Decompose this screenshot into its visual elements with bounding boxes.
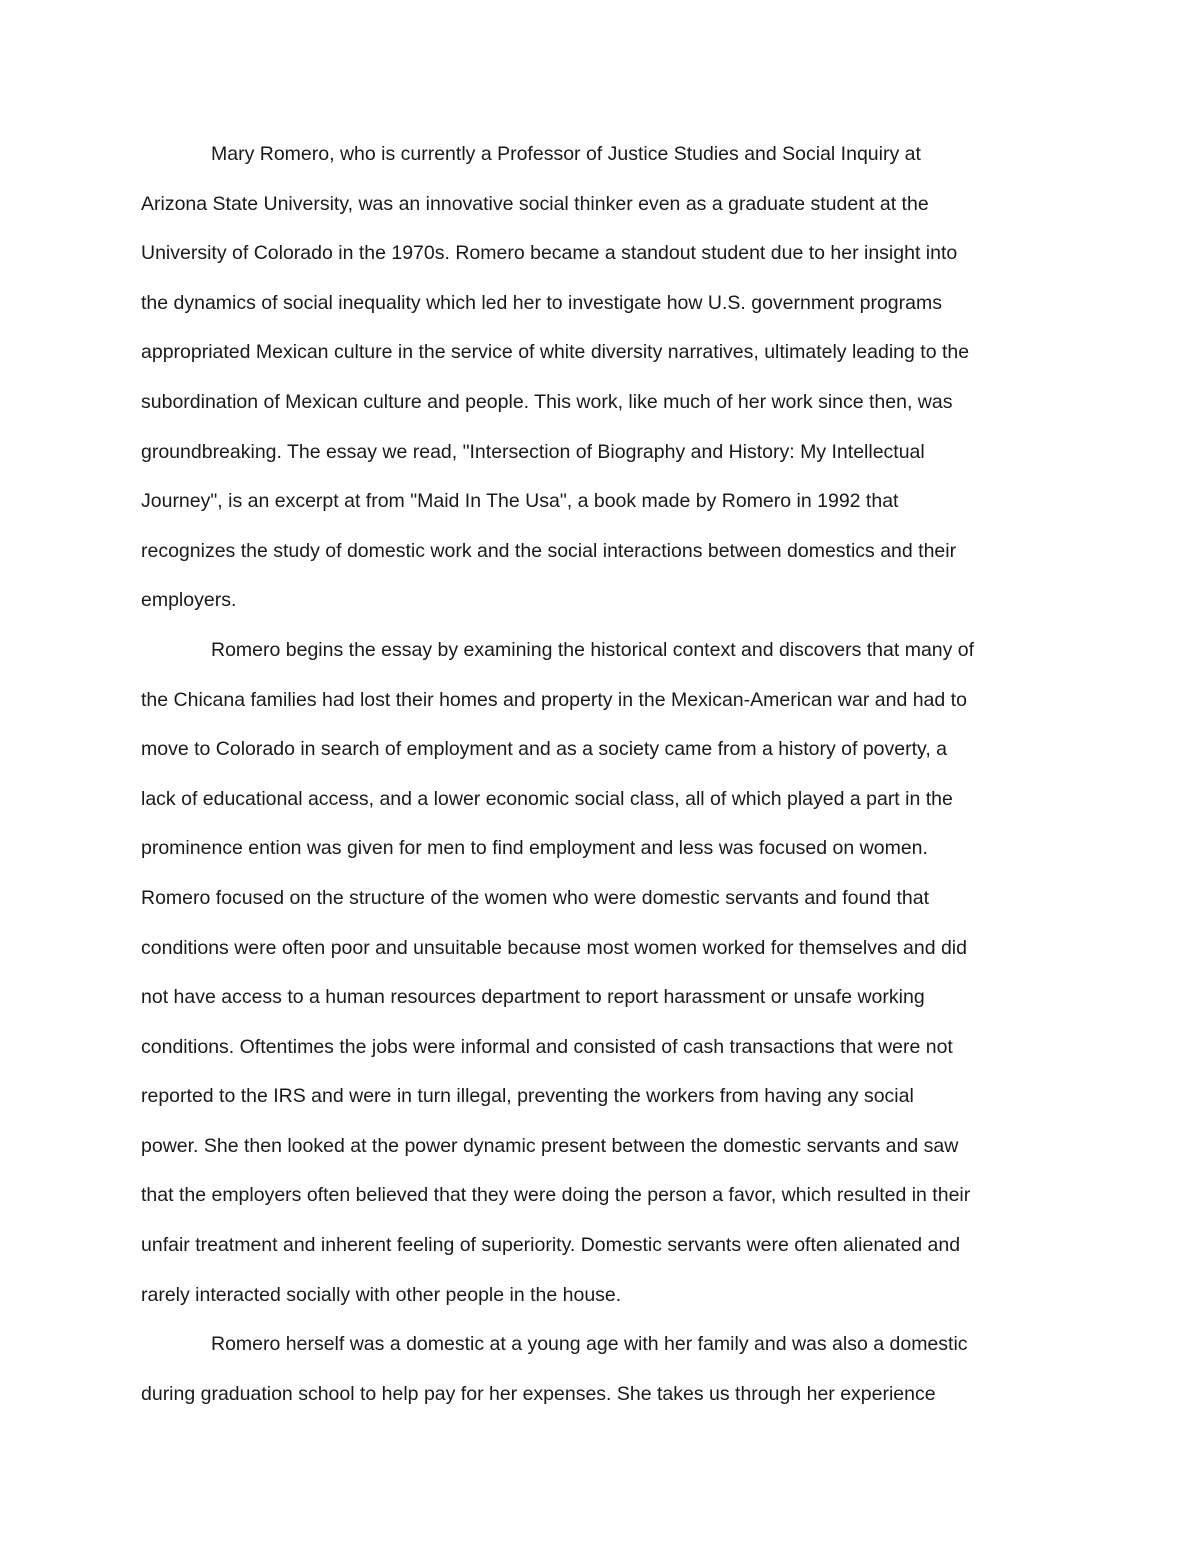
text-line: Romero herself was a domestic at a young age with her family and was also a domestic — [211, 1333, 968, 1356]
text-line: conditions. Oftentimes the jobs were informal and consisted of cash transactions that were not — [141, 1035, 953, 1058]
text-line: Romero begins the essay by examining the historical context and discovers that many of — [211, 638, 975, 661]
paragraph-3 — [141, 1320, 1059, 1419]
text-line: the dynamics of social inequality which led her to investigate how U.S. government programs — [141, 291, 942, 314]
text-line: during graduation school to help pay for her expenses. She takes us through her experience — [141, 1382, 936, 1405]
text-line: not have access to a human resources department to report harassment or unsafe working — [141, 986, 925, 1009]
paragraph-1 — [141, 130, 1059, 626]
text-line: University of Colorado in the 1970s. Romero became a standout student due to her insight into — [141, 242, 958, 265]
text-line: recognizes the study of domestic work and the social interactions between domestics and their — [141, 539, 957, 562]
text-line: power. She then looked at the power dynamic present between the domestic servants and saw — [141, 1134, 959, 1157]
text-line: Mary Romero, who is currently a Professor of Justice Studies and Social Inquiry at — [211, 143, 921, 165]
text-line: the Chicana families had lost their homes and property in the Mexican-American war and had to — [141, 688, 967, 711]
text-line: appropriated Mexican culture in the service of white diversity narratives, ultimately leading to the — [141, 341, 970, 364]
text-line: conditions were often poor and unsuitable because most women worked for themselves and did — [141, 936, 967, 959]
essay-body — [141, 130, 1059, 1419]
text-line: rarely interacted socially with other people in the house. — [141, 1283, 622, 1306]
text-line: move to Colorado in search of employment and as a society came from a history of poverty, a — [141, 738, 948, 761]
text-line: lack of educational access, and a lower economic social class, all of which played a part in the — [141, 787, 953, 810]
text-line: Romero focused on the structure of the women who were domestic servants and found that — [141, 886, 930, 909]
text-line: reported to the IRS and were in turn illegal, preventing the workers from having any social — [141, 1085, 914, 1108]
text-line: subordination of Mexican culture and people. This work, like much of her work since then, was — [141, 390, 953, 413]
text-line: Arizona State University, was an innovative social thinker even as a graduate student at the — [141, 192, 929, 215]
text-line: unfair treatment and inherent feeling of superiority. Domestic servants were often alienated and — [141, 1234, 961, 1257]
text-line: that the employers often believed that they were doing the person a favor, which resulted in their — [141, 1184, 971, 1207]
text-line: groundbreaking. The essay we read, "Intersection of Biography and History: My Intellectual — [141, 440, 925, 463]
paragraph-2 — [141, 626, 1059, 1320]
text-line: employers. — [141, 589, 237, 612]
text-line: Journey", is an excerpt at from "Maid In The Usa", a book made by Romero in 1992 that — [141, 490, 899, 513]
text-line: prominence ention was given for men to find employment and less was focused on women. — [141, 837, 928, 860]
